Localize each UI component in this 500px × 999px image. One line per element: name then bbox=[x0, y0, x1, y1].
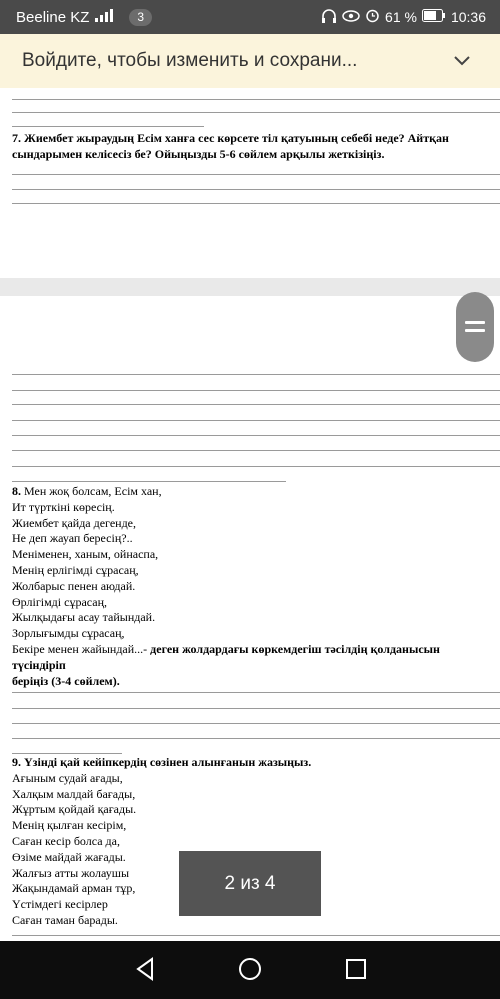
question-9-title: Үзінді қай кейіпкердің сөзінен алынғанын жазыңыз. bbox=[24, 755, 312, 769]
signal-icon bbox=[95, 8, 115, 26]
page-indicator: 2 из 4 bbox=[179, 851, 321, 916]
poem-line: Бекіре менен жайындай...- bbox=[12, 641, 148, 656]
question-8-task-line2: түсіндіріп bbox=[12, 657, 66, 672]
poem-line: Жиембет қайда дегенде, bbox=[12, 515, 136, 530]
menu-icon bbox=[465, 321, 485, 324]
poem-line: Жалғыз атты жолаушы bbox=[12, 865, 130, 880]
recents-icon[interactable] bbox=[346, 959, 366, 984]
poem-line: Меніменен, ханым, ойнаспа, bbox=[12, 547, 159, 562]
home-icon[interactable] bbox=[238, 957, 262, 986]
poem-line: Жолбарыс пенен аюдай. bbox=[12, 578, 136, 593]
poem-line: Менің ерлігімді сұрасаң, bbox=[12, 562, 139, 577]
question-8-task-line1: деген жолдардағы көркемдегіш тәсілдің қолданысын bbox=[147, 641, 440, 656]
question-7 bbox=[12, 130, 449, 146]
battery-percent: 61 % bbox=[385, 9, 417, 25]
back-icon[interactable] bbox=[135, 957, 155, 986]
poem-line: Зорлығымды сұрасаң, bbox=[12, 626, 125, 641]
question-7-line1: Жиембет жыраудың Есім ханға сес көрсете тіл қатуының себебі неде? Айтқан bbox=[24, 131, 449, 145]
alarm-icon bbox=[365, 8, 380, 26]
document-page-2 bbox=[0, 296, 500, 941]
poem-line: Саған таман барады. bbox=[12, 912, 118, 927]
battery-icon bbox=[422, 9, 446, 25]
question-9-number: 9. bbox=[12, 755, 21, 769]
status-bar bbox=[0, 0, 500, 34]
poem-line: Жұртым қойдай қағады. bbox=[12, 802, 137, 817]
sign-in-banner[interactable] bbox=[0, 34, 500, 88]
notification-count-badge: 3 bbox=[129, 9, 152, 26]
poem-line: Саған кесір болса да, bbox=[12, 833, 120, 848]
question-8 bbox=[12, 484, 440, 689]
eye-icon bbox=[342, 9, 360, 25]
poem-line: Өзіме майдай жағады. bbox=[12, 849, 126, 864]
poem-line: Менің қылған кесірім, bbox=[12, 818, 127, 833]
poem-line: Мен жоқ болсам, Есім хан, bbox=[24, 484, 162, 498]
question-8-task-line3: беріңіз (3-4 сөйлем). bbox=[12, 673, 120, 688]
poem-line: Үстімдегі кесірлер bbox=[12, 897, 108, 912]
sign-in-banner-text: Войдите, чтобы изменить и сохрани... bbox=[22, 50, 358, 71]
question-8-number: 8. bbox=[12, 484, 21, 498]
poem-line: Ағыным судай ағады, bbox=[12, 770, 123, 785]
question-7-number: 7. bbox=[12, 131, 21, 145]
poem-line: Өрлігімді сұрасаң, bbox=[12, 594, 107, 609]
question-7-line2: сындарымен келісесіз бе? Ойыңызды 5-6 сөйлем арқылы жеткізіңіз. bbox=[12, 147, 385, 161]
poem-line: Халқым малдай бағады, bbox=[12, 786, 136, 801]
poem-line: Ит түрткіні көресің. bbox=[12, 499, 115, 514]
carrier-name: Beeline KZ bbox=[16, 8, 90, 26]
navigation-bar bbox=[0, 941, 500, 999]
headphones-icon bbox=[321, 9, 337, 26]
poem-line: Жақындамай арман тұр, bbox=[12, 881, 136, 896]
poem-line: Жылқыдағы асау тайындай. bbox=[12, 610, 156, 625]
chevron-down-icon[interactable] bbox=[454, 53, 470, 71]
menu-button[interactable] bbox=[456, 292, 494, 362]
document-page-1 bbox=[0, 88, 500, 278]
poem-line: Не деп жауап бересің?.. bbox=[12, 531, 133, 546]
clock-time: 10:36 bbox=[450, 9, 486, 25]
